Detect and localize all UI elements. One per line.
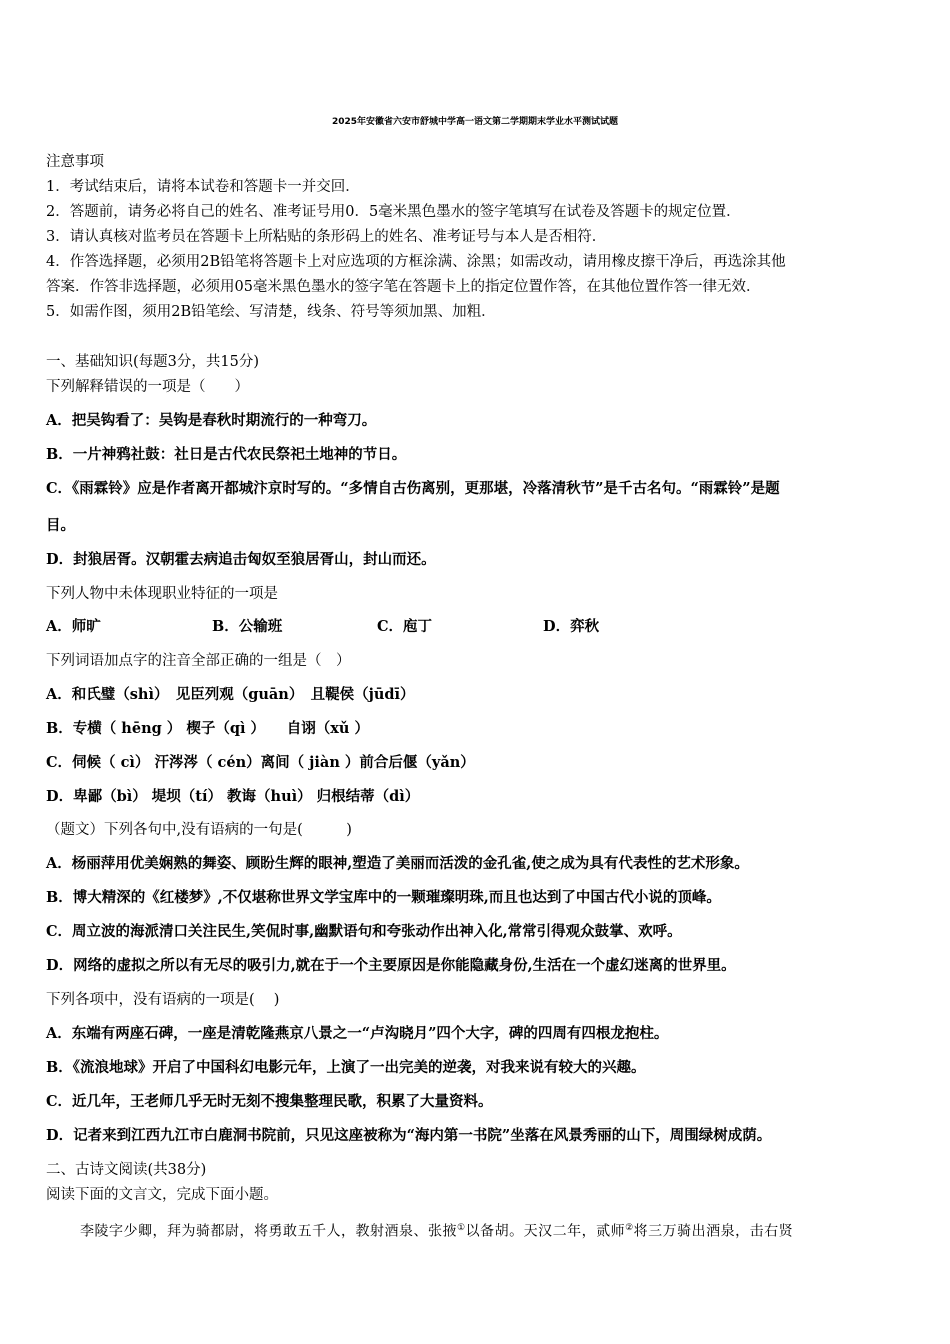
notice-item: 5．如需作图，须用2B铅笔绘、写清楚，线条、符号等须加黑、加粗． [46, 304, 496, 320]
question-stem: 下列人物中未体现职业特征的一项是 [46, 586, 278, 602]
option-a: A．把吴钩看了：吴钩是春秋时期流行的一种弯刀。 [46, 412, 377, 429]
notice-item: 答案．作答非选择题，必须用05毫米黑色墨水的签字笔在答题卡上的指定位置作答，在其他位置作答一律无效． [46, 279, 761, 295]
classical-passage [80, 1218, 793, 1242]
page-title: 2025年安徽省六安市舒城中学高一语文第二学期期末学业水平测试试题 [331, 117, 619, 127]
notice-item: 3．请认真核对监考员在答题卡上所粘贴的条形码上的姓名、准考证号与本人是否相符． [46, 229, 607, 245]
option-c: C．伺候（ cì） 汗涔涔（ cén）离间（ jiàn ）前合后偃（yǎn） [46, 754, 475, 771]
question-stem: 下列各项中，没有语病的一项是( ) [46, 992, 280, 1008]
option-d: D．弈秋 [543, 618, 600, 635]
option-a: A．杨丽萍用优美娴熟的舞姿、顾盼生辉的眼神,塑造了美丽而活泼的金孔雀,使之成为具有代表性的艺术形象。 [46, 855, 749, 872]
footnote-marker: ② [625, 1223, 634, 1233]
option-b: B．博大精深的《红楼梦》,不仅堪称世界文学宝库中的一颗璀璨明珠,而且也达到了中国古代小说的顶峰。 [46, 889, 721, 906]
option-c: C．周立波的海派清口关注民生,笑侃时事,幽默语句和夸张动作出神入化,常常引得观众鼓掌、欢呼。 [46, 923, 682, 940]
option-d: D．记者来到江西九江市白鹿洞书院前，只见这座被称为“海内第一书院”坐落在风景秀丽的山下，周围绿树成荫。 [46, 1127, 772, 1144]
passage-text: 以备胡。天汉二年，贰师 [465, 1223, 626, 1240]
option-d: D．封狼居胥。汉朝霍去病追击匈奴至狼居胥山，封山而还。 [46, 551, 436, 568]
question-stem: 下列解释错误的一项是（ ） [46, 379, 249, 395]
question-stem: 下列词语加点字的注音全部正确的一组是（ ） [46, 653, 351, 669]
option-b: B．一片神鸦社鼓：社日是古代农民祭祀土地神的节日。 [46, 446, 407, 463]
option-a: A．师旷 [46, 618, 101, 635]
option-c: C．庖丁 [377, 618, 433, 635]
option-b: B．专横（ hēng ） 楔子（qì ） 自诩（xǔ ） [46, 720, 370, 737]
footnote-marker: ① [457, 1223, 466, 1233]
section-heading: 一、基础知识(每题3分，共15分) [46, 354, 259, 370]
notice-item: 2．答题前，请务必将自己的姓名、准考证号用0．5毫米黑色墨水的签字笔填写在试卷及答题卡的规定位置． [46, 204, 741, 220]
option-c: C．《雨霖铃》应是作者离开都城汴京时写的。“多情自古伤离别，更那堪，冷落清秋节”是千古名句。“雨霖铃”是题 [46, 480, 780, 497]
option-b: B．《流浪地球》开启了中国科幻电影元年，上演了一出完美的逆袭，对我来说有较大的兴趣。 [46, 1059, 646, 1076]
option-d: D．卑鄙（bì） 堤坝（tí） 教诲（huì） 归根结蒂（dì） [46, 788, 420, 805]
option-a: A．东端有两座石碑，一座是清乾隆燕京八景之一“卢沟晓月”四个大字，碑的四周有四根龙抱柱。 [46, 1025, 669, 1042]
section-heading: 二、古诗文阅读(共38分) [46, 1162, 207, 1178]
notice-heading: 注意事项 [46, 154, 104, 170]
option-c: C．近几年，王老师几乎无时无刻不搜集整理民歌，积累了大量资料。 [46, 1093, 493, 1110]
option-c-cont: 目。 [46, 517, 75, 534]
question-stem: （题文）下列各句中,没有语病的一句是( ) [46, 822, 352, 838]
notice-item: 4．作答选择题，必须用2B铅笔将答题卡上对应选项的方框涂满、涂黑；如需改动，请用橡皮擦干净后，再选涂其他 [46, 254, 786, 270]
passage-text: 将三万骑出酒泉，击右贤 [633, 1223, 794, 1240]
option-a: A．和氏璧（shì） 见臣列观（guān） 且鞮侯（jūdī） [46, 686, 415, 703]
notice-item: 1．考试结束后，请将本试卷和答题卡一并交回． [46, 179, 360, 195]
passage-text: 李陵字少卿，拜为骑都尉，将勇敢五千人，教射酒泉、张掖 [80, 1223, 457, 1240]
option-d: D．网络的虚拟之所以有无尽的吸引力,就在于一个主要原因是你能隐藏身份,生活在一个虚幻迷离的世界里。 [46, 957, 736, 974]
option-b: B．公输班 [212, 618, 283, 635]
reading-instruction: 阅读下面的文言文，完成下面小题。 [46, 1187, 278, 1203]
